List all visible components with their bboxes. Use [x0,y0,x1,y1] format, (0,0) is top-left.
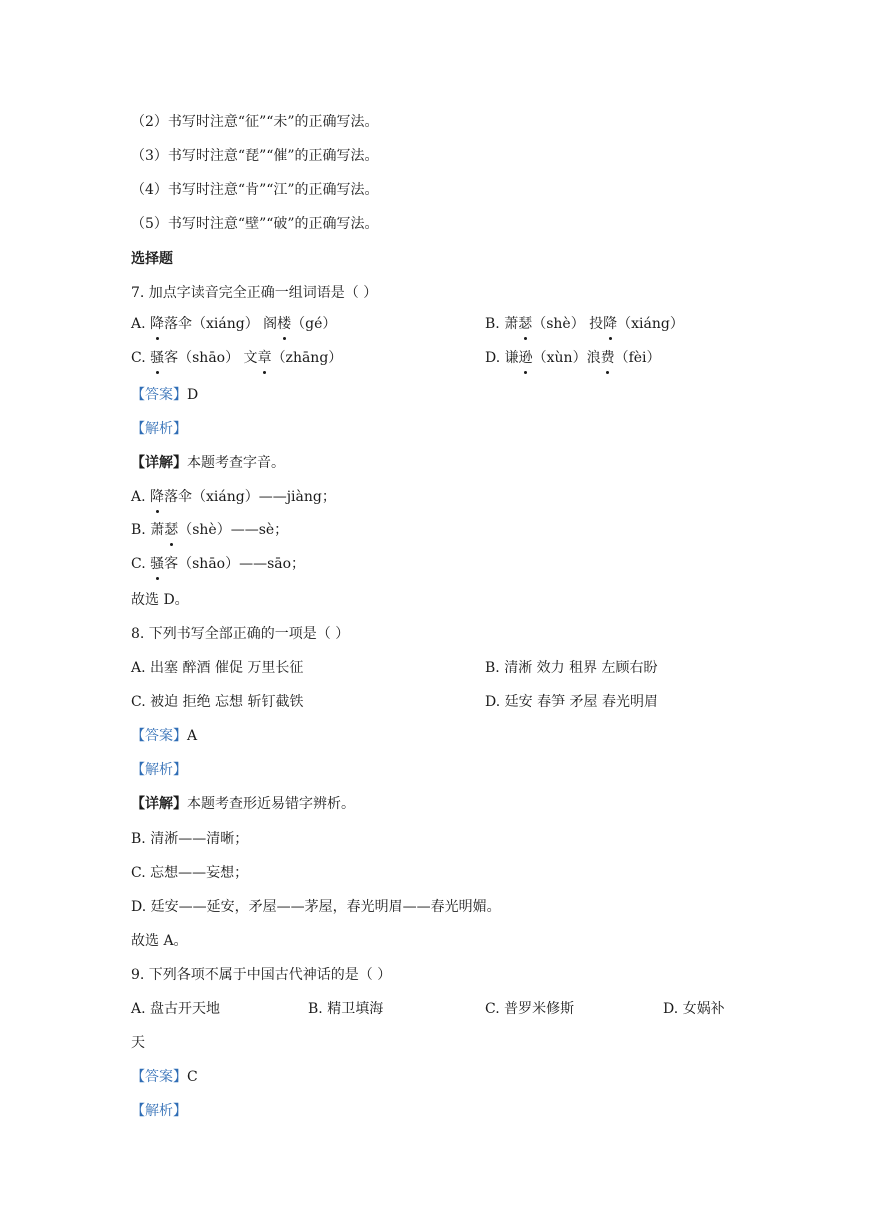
q8-explain-d: D. 廷安——延安，矛屋——茅屋，春光明眉——春光明媚。 [131,899,501,915]
answer-value: D [187,387,199,403]
dotted-char: 降 [603,316,618,332]
option-text: （fèi） [614,350,661,366]
q9-option-d-wrap: 天 [131,1035,145,1051]
q7-answer [131,385,198,405]
q9-stem: 9. 下列各项不属于中国古代神话的是（ ） [131,967,392,983]
option-text: （gé） [291,316,337,332]
explain-text: C. [131,556,151,572]
option-text: （shè） 投 [532,316,604,332]
detail-tag: 【详解】 [131,455,187,471]
q7-detail [131,453,285,473]
q7-explain-c [131,554,305,574]
explain-text: 落伞（xiáng）——jiàng； [164,489,336,505]
explain-text: 客（shāo）——sāo； [164,556,306,572]
dotted-char: 降 [150,316,165,332]
dotted-char: 骚 [150,556,165,572]
q9-option-a: A. 盘古开天地 [131,1001,221,1017]
option-text: （zhāng） [271,350,343,366]
dotted-char: 费 [600,350,615,366]
option-label: A. [131,316,151,332]
q7-option-b [485,314,684,334]
q7-option-c [131,348,342,368]
q8-conclusion: 故选 A。 [131,933,188,949]
option-label: D. 谦 [485,350,519,366]
q8-detail [131,794,355,814]
option-text: 落伞（xiáng） 阁 [164,316,278,332]
detail-text: 本题考查形近易错字辨析。 [187,796,355,812]
q9-analysis-tag: 【解析】 [131,1103,187,1119]
dotted-char: 瑟 [518,316,533,332]
note-line-4: （4）书写时注意“肯”“江”的正确写法。 [131,182,379,198]
dotted-char: 章 [257,350,272,366]
q8-answer [131,726,197,746]
q7-stem: 7. 加点字读音完全正确一组词语是（ ） [131,285,378,301]
answer-value: C [187,1069,198,1085]
note-line-3: （3）书写时注意“琵”“催”的正确写法。 [131,148,379,164]
explain-text: （shè）——sè； [178,522,289,538]
q9-answer [131,1067,198,1087]
q9-option-c: C. 普罗米修斯 [485,1001,575,1017]
q8-stem: 8. 下列书写全部正确的一项是（ ） [131,626,350,642]
answer-tag: 【答案】 [131,728,187,744]
section-title: 选择题 [131,251,173,267]
note-line-5: （5）书写时注意“壁”“破”的正确写法。 [131,216,379,232]
q9-option-b: B. 精卫填海 [308,1001,384,1017]
option-text: 客（shāo） 文 [164,350,258,366]
dotted-char: 逊 [518,350,533,366]
detail-tag: 【详解】 [131,796,187,812]
q7-option-d [485,348,661,368]
option-label: C. [131,350,151,366]
option-text: （xùn）浪 [532,350,601,366]
q8-option-a: A. 出塞 醉酒 催促 万里长征 [131,660,304,676]
note-line-2: （2）书写时注意“征”“未”的正确写法。 [131,114,379,130]
detail-text: 本题考查字音。 [187,455,285,471]
q7-explain-a [131,487,336,507]
q7-option-a [131,314,336,334]
q7-explain-b [131,520,288,540]
option-label: B. 萧 [485,316,519,332]
q7-conclusion: 故选 D。 [131,592,189,608]
answer-tag: 【答案】 [131,1069,187,1085]
q8-option-d: D. 廷安 春笋 矛屋 春光明眉 [485,694,658,710]
q8-explain-b: B. 清淅——清晰； [131,831,249,847]
q8-analysis-tag: 【解析】 [131,762,187,778]
q8-explain-c: C. 忘想——妄想； [131,865,249,881]
answer-value: A [187,728,198,744]
answer-tag: 【答案】 [131,387,187,403]
dotted-char: 瑟 [164,522,179,538]
explain-text: A. [131,489,151,505]
option-text: （xiáng） [617,316,684,332]
q9-option-d: D. 女娲补 [663,1001,725,1017]
dotted-char: 楼 [277,316,292,332]
q8-option-b: B. 清淅 效力 租界 左顾右盼 [485,660,658,676]
dotted-char: 降 [150,489,165,505]
q7-analysis-tag: 【解析】 [131,421,187,437]
q8-option-c: C. 被迫 拒绝 忘想 斩钉截铁 [131,694,304,710]
explain-text: B. 萧 [131,522,165,538]
dotted-char: 骚 [150,350,165,366]
